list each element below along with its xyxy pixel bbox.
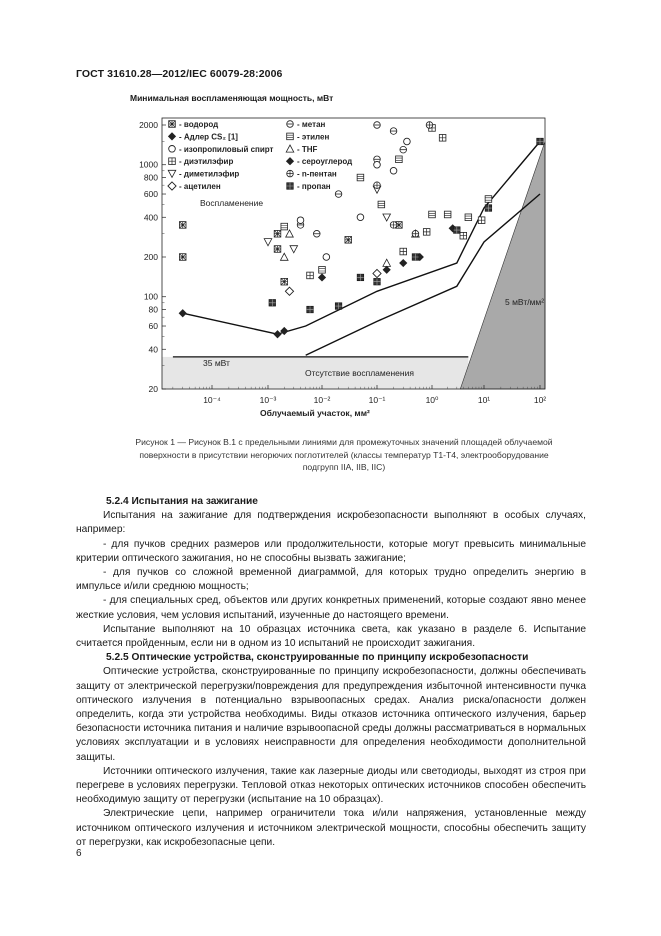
legend-symbol-dme bbox=[168, 170, 176, 177]
data-point-ipa bbox=[390, 167, 397, 174]
data-point-pentane bbox=[426, 122, 433, 129]
data-point-ethylene bbox=[319, 266, 326, 273]
data-point-ethylene bbox=[485, 196, 492, 203]
data-point-dee bbox=[460, 232, 467, 239]
page-number: 6 bbox=[76, 848, 82, 859]
data-point-ethylene bbox=[444, 211, 451, 218]
legend-label: - метан bbox=[297, 120, 326, 129]
legend-label: - диметилэфир bbox=[179, 169, 240, 179]
data-point-dee bbox=[400, 248, 407, 255]
legend-label: - диэтилэфир bbox=[179, 157, 234, 167]
data-point-ethylene bbox=[357, 174, 364, 181]
data-point-methane bbox=[390, 128, 397, 135]
data-point-propane bbox=[307, 306, 314, 313]
paragraph: Испытание выполняют на 10 образцах источника света, как указано в разделе 6. Испытание считается пройденным, если ни в одном из 10 испытаний не происходит зажигания. bbox=[76, 623, 586, 650]
data-point-dme bbox=[290, 246, 298, 253]
legend-symbol-propane bbox=[287, 183, 294, 190]
y-tick-label: 200 bbox=[143, 252, 158, 262]
y-tick-label: 400 bbox=[143, 212, 158, 223]
data-point-acetylene bbox=[373, 269, 381, 277]
data-point-hydrogen bbox=[274, 246, 281, 253]
figure-caption bbox=[100, 436, 588, 474]
legend-label: - изопропиловый спирт bbox=[179, 144, 274, 154]
legend-label: - этилен bbox=[297, 132, 330, 142]
legend-label: - ацетилен bbox=[179, 182, 221, 191]
data-point-ethylene bbox=[396, 156, 403, 163]
data-point-propane bbox=[335, 303, 342, 310]
data-point-cos bbox=[399, 259, 407, 267]
legend-symbol-dee bbox=[169, 158, 176, 165]
5mw-power-density-region bbox=[460, 141, 545, 389]
y-tick-label: 1000 bbox=[139, 159, 158, 170]
document-body bbox=[76, 495, 586, 850]
x-axis-label: Облучаемый участок, мм² bbox=[260, 408, 370, 418]
annotation-no-ignition: Отсутствие воспламенения bbox=[305, 368, 414, 378]
data-point-methane bbox=[313, 230, 320, 237]
paragraph: Испытания на зажигание для подтверждения искробезопасности выполняют в особых случаях, например: bbox=[76, 510, 586, 536]
data-point-methane bbox=[374, 122, 381, 129]
y-tick-label: 40 bbox=[148, 344, 158, 355]
paragraph: - для пучков со сложной временной диаграммой, для которых трудно определить энергию в импульсе и/или среднюю мощность; bbox=[76, 567, 586, 593]
ignition-chart bbox=[100, 100, 570, 425]
caption-line-2: поверхности в присутствии негорючих поглотителей (классы температур Т1-Т4, электрооборудование bbox=[139, 449, 549, 460]
y-tick-label: 2000 bbox=[139, 120, 158, 130]
legend-label: - сероуглерод bbox=[297, 157, 353, 167]
legend-symbol-cos bbox=[286, 157, 294, 165]
data-point-propane bbox=[412, 254, 419, 261]
data-point-dme bbox=[383, 214, 391, 221]
x-tick-label: 10² bbox=[533, 395, 547, 405]
annotation-5mw-per-mm2: 5 мВт/мм² bbox=[505, 297, 545, 307]
data-point-dee bbox=[439, 134, 446, 141]
paragraph: Оптические устройства, сконструированные по принципу искробезопасности, должны обеспечивать защиту от электрической перегрузки/повреждения для предупреждения избыточной интенсивности пучка оптического излучения в потенциально взрывоопасных средах. Анализ риска/опасности должен определить, когда эти устройства необходимы. Виды отказов источника оптического излучения, барьер безопасности источника питания и наличие взрывоопасной среды должны рассматриваться в нормальных условиях эксплуатации и в условиях неисправности для определения необходимости дополнительной защиты. bbox=[76, 666, 586, 763]
legend-symbol-acetylene bbox=[168, 182, 176, 190]
data-point-ipa bbox=[297, 217, 304, 224]
chart-title: Минимальная воспламеняющая мощность, мВт bbox=[130, 93, 334, 103]
data-point-ipa bbox=[323, 254, 330, 261]
y-tick-label: 600 bbox=[143, 189, 158, 200]
data-point-propane bbox=[485, 205, 492, 212]
data-point-propane bbox=[454, 227, 461, 234]
data-point-dee bbox=[423, 229, 430, 236]
x-tick-label: 10⁻³ bbox=[259, 395, 277, 405]
data-point-hydrogen bbox=[179, 254, 186, 261]
legend-symbol-ipa bbox=[169, 146, 176, 153]
section-heading-5-2-5: 5.2.5 Оптические устройства, сконструированные по принципу искробезопасности bbox=[106, 652, 529, 664]
data-point-ipa bbox=[374, 161, 381, 168]
data-point-propane bbox=[374, 278, 381, 285]
y-tick-label: 100 bbox=[143, 291, 158, 302]
data-point-propane bbox=[269, 299, 276, 306]
data-point-acetylene bbox=[285, 287, 293, 295]
annotation-35mw: 35 мВт bbox=[203, 358, 230, 368]
paragraph: Электрические цепи, например ограничители тока и/или напряжения, установленные между источником оптического излучения и источником электрической мощности, способны обеспечить защиту от перегрузки, как искробезопасные цепи. bbox=[76, 808, 586, 848]
data-point-pentane bbox=[390, 222, 397, 229]
legend-symbol-ethylene bbox=[287, 133, 294, 140]
legend-label: - Адлер CS₂ [1] bbox=[179, 132, 238, 142]
legend-symbol-methane bbox=[287, 121, 294, 128]
x-tick-label: 10⁻² bbox=[313, 395, 331, 405]
paragraph: - для пучков средних размеров или продолжительности, которые могут превысить минимальные критерии оптического зажигания, но не способны вызвать зажигание; bbox=[76, 538, 586, 564]
document-header: ГОСТ 31610.28—2012/IEC 60079-28:2006 bbox=[76, 68, 283, 80]
data-point-hydrogen bbox=[179, 222, 186, 229]
data-point-ipa bbox=[357, 214, 364, 221]
x-tick-label: 10⁻⁴ bbox=[203, 395, 221, 405]
data-point-ethylene bbox=[465, 214, 472, 221]
y-tick-label: 20 bbox=[148, 384, 158, 394]
legend-symbol-thf bbox=[286, 145, 294, 152]
data-point-cs2 bbox=[280, 327, 288, 335]
data-point-hydrogen bbox=[345, 236, 352, 243]
legend-symbol-hydrogen bbox=[169, 121, 176, 128]
legend-label: - пропан bbox=[297, 182, 331, 191]
data-point-cos bbox=[318, 273, 326, 281]
x-tick-label: 10⁰ bbox=[425, 395, 439, 405]
data-point-propane bbox=[537, 138, 544, 145]
data-point-methane bbox=[335, 191, 342, 198]
data-point-hydrogen bbox=[274, 230, 281, 237]
y-tick-label: 60 bbox=[148, 321, 158, 332]
data-point-ethylene bbox=[281, 223, 288, 230]
legend-symbol-cs2 bbox=[168, 132, 176, 140]
legend-label: - водород bbox=[179, 120, 219, 129]
data-point-ethylene bbox=[378, 201, 385, 208]
annotation-ignition: Воспламенение bbox=[200, 198, 264, 208]
paragraph: - для специальных сред, объектов или других конкретных применений, которые создают явно менее жесткие условия, чем условия испытаний, изученные до настоящего времени. bbox=[76, 595, 586, 621]
data-point-dee bbox=[307, 272, 314, 279]
y-tick-label: 800 bbox=[143, 172, 158, 183]
data-point-dme bbox=[264, 239, 272, 246]
data-point-hydrogen bbox=[281, 278, 288, 285]
data-point-cs2 bbox=[273, 330, 281, 338]
legend-label: - THF bbox=[297, 144, 318, 154]
data-point-thf bbox=[383, 259, 391, 266]
paragraph: Источники оптического излучения, такие как лазерные диоды или светодиоды, выходят из строя при перегреве в условиях перегрузки. Тепловой отказ некоторых оптических источников способен обеспечить необходимую защиту от перегрузки (испытание на 10 образцах). bbox=[76, 765, 586, 806]
caption-line-1: Рисунок 1 — Рисунок B.1 с предельными линиями для промежуточных значений площадей облучаемой bbox=[135, 437, 553, 447]
data-point-cs2 bbox=[179, 309, 187, 317]
x-tick-label: 10⁻¹ bbox=[368, 395, 386, 405]
data-point-methane bbox=[400, 146, 407, 153]
data-point-thf bbox=[280, 253, 288, 260]
legend-label: - n-пентан bbox=[297, 169, 337, 179]
data-point-thf bbox=[286, 230, 294, 237]
data-point-ethylene bbox=[429, 211, 436, 218]
data-point-ipa bbox=[404, 138, 411, 145]
y-tick-label: 80 bbox=[148, 304, 158, 315]
data-point-dee bbox=[478, 217, 485, 224]
data-point-propane bbox=[357, 274, 364, 281]
caption-line-3: подгрупп IIA, IIB, IIC) bbox=[302, 462, 386, 472]
x-tick-label: 10¹ bbox=[477, 395, 491, 405]
section-heading-5-2-4: 5.2.4 Испытания на зажигание bbox=[106, 496, 258, 507]
data-point-pentane bbox=[412, 230, 419, 237]
legend-symbol-pentane bbox=[287, 170, 294, 177]
data-point-cos bbox=[383, 266, 391, 274]
data-point-pentane bbox=[374, 182, 381, 189]
